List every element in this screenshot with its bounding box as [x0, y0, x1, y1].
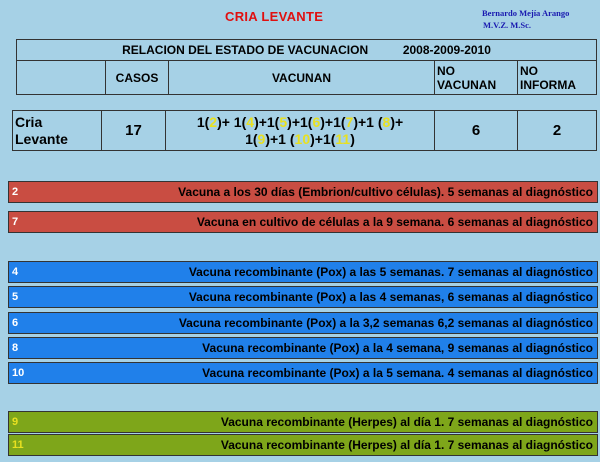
column-header-vacunan: VACUNAN [169, 61, 435, 95]
case-ref-number: 2 [209, 113, 218, 130]
case-bar [8, 312, 598, 334]
case-description: Vacuna recombinante (Pox) a las 5 semanas. 7 semanas al diagnóstico [188, 265, 593, 279]
author-degree: M.V.Z. M.Sc. [483, 20, 532, 30]
case-number: 9 [12, 416, 19, 428]
case-description: Vacuna recombinante (Herpes) al día 1. 7 semanas al diagnóstico [220, 415, 593, 429]
column-header-no-informa: NO INFORMA [518, 61, 597, 95]
case-description: Vacuna recombinante (Pox) a la 3,2 semanas 6,2 semanas al diagnóstico [178, 316, 593, 330]
case-ref-number: 10 [294, 130, 311, 147]
formula-text: )+1( [320, 113, 346, 130]
column-header-no-vacunan: NO VACUNAN [435, 61, 518, 95]
summary-heading-text: RELACION DEL ESTADO DE VACUNACION [122, 43, 369, 57]
author-name: Bernardo Mejía Arango [482, 8, 570, 18]
summary-blank-cell [17, 61, 106, 95]
case-bar [8, 211, 598, 233]
formula-text: )+1 ( [265, 130, 295, 147]
row-label-cria-levante: Cria Levante [13, 111, 102, 151]
case-number: 7 [12, 216, 19, 228]
formula-text: )+ 1( [217, 113, 247, 130]
summary-years: 2008-2009-2010 [402, 43, 491, 57]
case-bar [8, 411, 598, 433]
case-ref-number: 11 [335, 130, 351, 147]
case-number: 6 [12, 317, 19, 329]
summary-table [16, 39, 597, 95]
case-number: 5 [12, 291, 19, 303]
case-description: Vacuna recombinante (Pox) a la 4 semana, 9 semanas al diagnóstico [202, 341, 593, 355]
vacunan-breakdown [166, 111, 435, 151]
case-number: 8 [12, 342, 19, 354]
formula-text: 1( [245, 130, 258, 147]
case-bar [8, 286, 598, 308]
case-description: Vacuna recombinante (Herpes) al día 1. 7 semanas al diagnóstico [220, 438, 593, 452]
case-bar [8, 181, 598, 203]
casos-value: 17 [102, 111, 166, 151]
case-number: 2 [12, 186, 19, 198]
no-vacunan-value: 6 [435, 111, 518, 151]
column-header-casos: CASOS [106, 61, 169, 95]
case-number: 11 [12, 439, 24, 451]
case-ref-number: 9 [257, 130, 266, 147]
case-number: 4 [12, 266, 19, 278]
formula-text: ) [350, 130, 355, 147]
case-description: Vacuna recombinante (Pox) a las 4 semanas, 6 semanas al diagnóstico [188, 290, 593, 304]
case-description: Vacuna recombinante (Pox) a la 5 semana. 4 semanas al diagnóstico [202, 366, 593, 380]
case-description: Vacuna en cultivo de células a la 9 semana. 6 semanas al diagnóstico [196, 215, 593, 229]
case-number: 10 [12, 367, 25, 379]
page-title: CRIA LEVANTE [225, 9, 324, 24]
case-bar [8, 337, 598, 359]
no-informa-value: 2 [518, 111, 597, 151]
case-description: Vacuna a los 30 días (Embrion/cultivo células). 5 semanas al diagnóstico [178, 185, 593, 199]
case-ref-number: 8 [382, 113, 391, 130]
case-ref-number: 4 [246, 113, 255, 130]
case-bar [8, 434, 598, 456]
case-ref-number: 5 [279, 113, 288, 130]
formula-text: )+1 ( [353, 113, 383, 130]
formula-text: )+ [390, 113, 404, 130]
case-ref-number: 7 [345, 113, 354, 130]
data-table [12, 110, 597, 151]
formula-text: )+1( [310, 130, 336, 147]
summary-heading [17, 40, 597, 61]
case-ref-number: 6 [312, 113, 321, 130]
author-block [482, 7, 569, 31]
formula-text: )+1( [254, 113, 280, 130]
case-bar [8, 362, 598, 384]
formula-text: )+1( [287, 113, 313, 130]
case-bar [8, 261, 598, 283]
formula-text: 1( [196, 113, 210, 130]
